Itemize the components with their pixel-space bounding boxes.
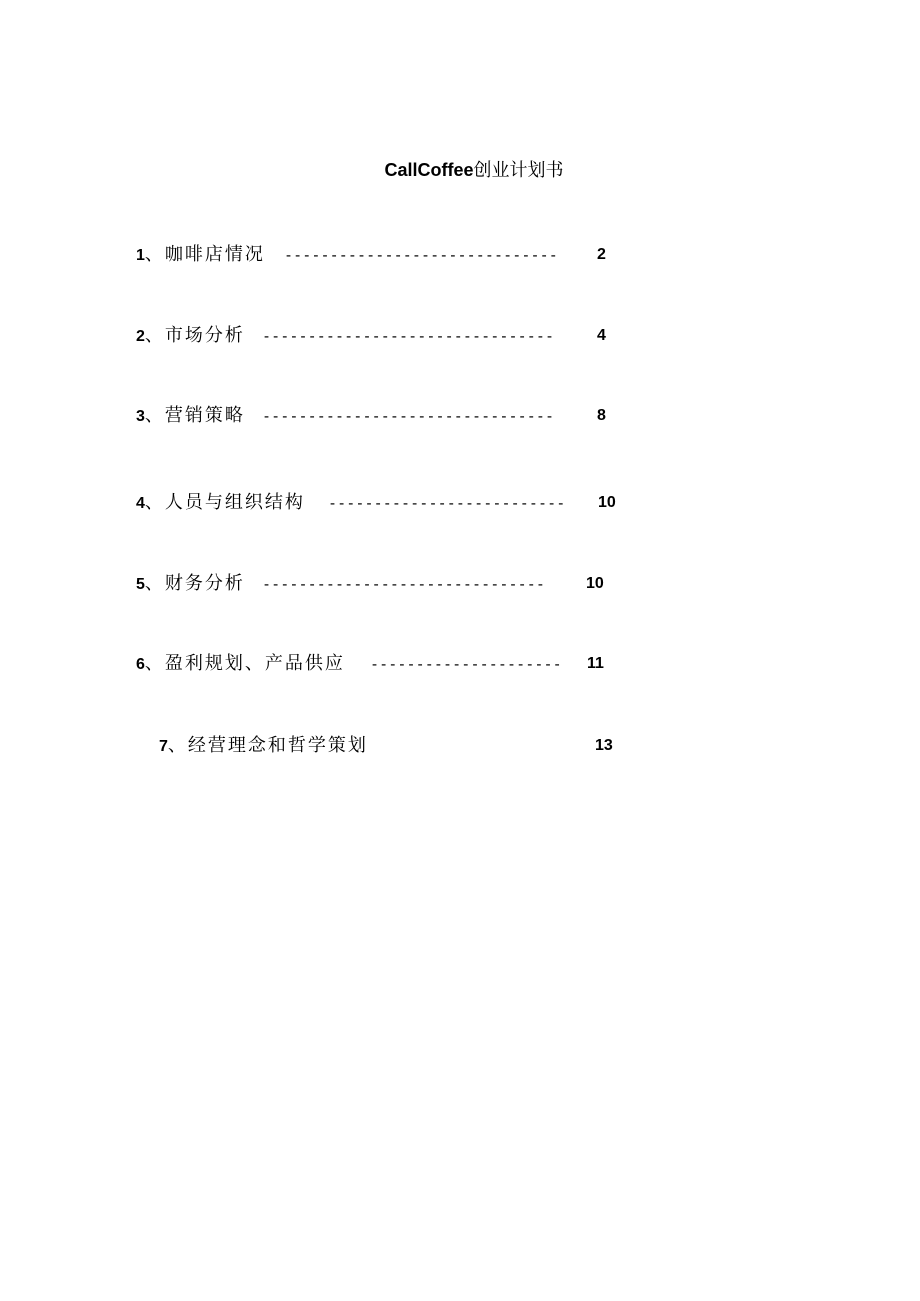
- toc-page-number-1: 2: [597, 246, 606, 263]
- toc-entry-label: 盈利规划、产品供应: [164, 653, 345, 674]
- toc-entry-separator: 、: [144, 653, 163, 674]
- toc-entry-number: 6: [136, 656, 145, 673]
- toc-entry-4[interactable]: [136, 491, 305, 515]
- toc-entry-1[interactable]: [136, 243, 265, 267]
- toc-entry-separator: 、: [144, 405, 163, 426]
- toc-entry-number: 2: [136, 328, 145, 345]
- toc-leader-1: ------------------------------: [284, 246, 558, 264]
- toc-leader-6: ---------------------: [370, 655, 562, 673]
- toc-entry-label: 咖啡店情况: [164, 244, 265, 265]
- toc-entry-label: 营销策略: [164, 405, 245, 426]
- toc-entry-6[interactable]: [136, 652, 345, 676]
- toc-entry-separator: 、: [144, 244, 163, 265]
- toc-entry-3[interactable]: [136, 404, 245, 428]
- toc-page-number-6: 11: [587, 655, 604, 672]
- toc-leader-3: --------------------------------: [262, 407, 555, 425]
- toc-leader-5: -------------------------------: [262, 575, 546, 593]
- title-latin: CallCoffee: [384, 160, 474, 180]
- toc-entry-separator: 、: [144, 325, 163, 346]
- toc-entry-number: 3: [136, 408, 145, 425]
- toc-entry-separator: 、: [167, 735, 186, 756]
- toc-page-number-7: 13: [595, 737, 613, 754]
- toc-entry-number: 7: [159, 738, 168, 755]
- toc-leader-4: --------------------------: [328, 494, 566, 512]
- toc-entry-label: 经营理念和哲学策划: [187, 735, 368, 756]
- toc-entry-label: 市场分析: [164, 325, 245, 346]
- title-chinese: 创业计划书: [473, 160, 564, 181]
- toc-entry-label: 人员与组织结构: [164, 492, 305, 513]
- toc-entry-number: 5: [136, 576, 145, 593]
- toc-entry-label: 财务分析: [164, 573, 245, 594]
- toc-entry-7[interactable]: [159, 734, 368, 758]
- toc-leader-2: --------------------------------: [262, 327, 555, 345]
- toc-entry-separator: 、: [144, 573, 163, 594]
- toc-page-number-3: 8: [597, 407, 606, 424]
- toc-page-number-4: 10: [598, 494, 616, 511]
- toc-page-number-5: 10: [586, 575, 604, 592]
- toc-entry-5[interactable]: [136, 572, 245, 596]
- document-title: [0, 156, 920, 182]
- toc-entry-2[interactable]: [136, 324, 245, 348]
- toc-entry-number: 1: [136, 247, 145, 264]
- toc-entry-separator: 、: [144, 492, 163, 513]
- toc-leader-7: [386, 734, 586, 758]
- toc-entry-number: 4: [136, 495, 145, 512]
- toc-page-number-2: 4: [597, 327, 606, 344]
